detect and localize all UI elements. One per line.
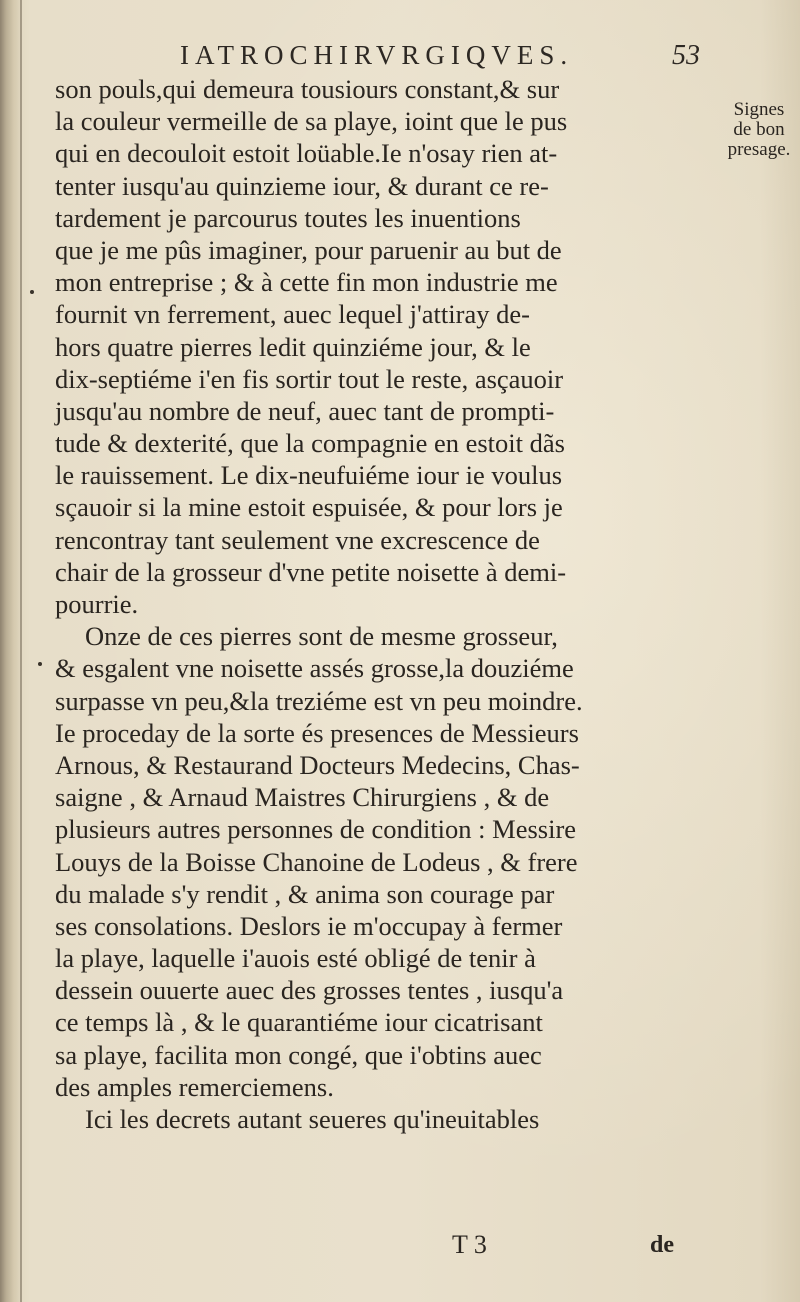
text-line: surpasse vn peu,&la treziéme est vn peu moindre. — [55, 685, 583, 716]
ink-speck — [38, 662, 42, 666]
text-line: Onze de ces pierres sont de mesme grosseur, — [85, 621, 558, 652]
text-line: tenter iusqu'au quinzieme iour, & durant ce re- — [55, 170, 549, 201]
text-line: mon entreprise ; & à cette fin mon industrie me — [55, 267, 558, 298]
page-gutter — [0, 0, 22, 1302]
text-line: son pouls,qui demeura tousiours constant,& sur — [55, 74, 560, 104]
text-line: qui en decouloit estoit loüable.Ie n'osay rien at- — [55, 138, 558, 169]
text-line: hors quatre pierres ledit quinziéme jour, & le — [55, 331, 531, 362]
text-line: Louys de la Boisse Chanoine de Lodeus , & frere — [55, 846, 578, 877]
text-line: saigne , & Arnaud Maistres Chirurgiens , & de — [55, 782, 550, 813]
text-line: rencontray tant seulement vne excrescence de — [55, 524, 540, 555]
text-line: plusieurs autres personnes de condition : Messire — [55, 814, 577, 845]
catchword: de — [650, 1232, 674, 1258]
text-line: fournit vn ferrement, auec lequel j'attiray de- — [55, 299, 530, 330]
text-line: ce temps là , & le quarantiéme iour cicatrisant — [55, 1007, 543, 1038]
marginal-note-line: de bon — [733, 119, 785, 140]
marginal-note-line: presage. — [727, 139, 791, 160]
page-fold-line — [20, 0, 22, 1302]
text-line: des amples remerciemens. — [55, 1071, 334, 1102]
page-number: 53 — [672, 40, 700, 71]
text-line: que je me pûs imaginer, pour paruenir au but de — [55, 234, 562, 265]
text-line: tude & dexterité, que la compagnie en estoit dãs — [55, 428, 565, 459]
text-line: & esgalent vne noisette assés grosse,la douziéme — [55, 653, 574, 684]
text-line: sçauoir si la mine estoit espuisée, & pour lors je — [55, 492, 563, 523]
text-line: jusqu'au nombre de neuf, auec tant de prompti- — [55, 395, 555, 426]
text-line: Ie proceday de la sorte és presences de Messieurs — [55, 717, 579, 748]
signature-mark: T 3 — [452, 1230, 487, 1259]
text-line: chair de la grosseur d'vne petite noisette à demi- — [55, 556, 567, 587]
running-head: IATROCHIRVRGIQVES. — [180, 40, 574, 70]
text-line: Ici les decrets autant seueres qu'ineuitables — [85, 1104, 540, 1134]
text-line: tardement je parcourus toutes les inuentions — [55, 202, 521, 233]
text-line: sa playe, facilita mon congé, que i'obtins auec — [55, 1039, 542, 1070]
text-line: dessein ouuerte auec des grosses tentes , iusqu'a — [55, 975, 564, 1006]
text-line: la playe, laquelle i'auois esté obligé de tenir à — [55, 943, 536, 974]
text-line: pourrie. — [55, 589, 139, 619]
body-text — [55, 73, 715, 1135]
marginal-note-line: Signes — [733, 99, 785, 120]
text-line: ses consolations. Deslors ie m'occupay à fermer — [55, 910, 563, 941]
text-line: dix-septiéme i'en fis sortir tout le reste, asçauoir — [55, 363, 564, 394]
text-line: du malade s'y rendit , & anima son courage par — [55, 878, 555, 909]
text-line: le rauissement. Le dix-neufuiéme iour ie voulus — [55, 460, 563, 491]
text-line: Arnous, & Restaurand Docteurs Medecins, Chas- — [55, 749, 580, 780]
ink-speck — [30, 290, 34, 294]
marginal-note — [718, 100, 800, 160]
text-line: la couleur vermeille de sa playe, ioint que le pus — [55, 106, 568, 137]
